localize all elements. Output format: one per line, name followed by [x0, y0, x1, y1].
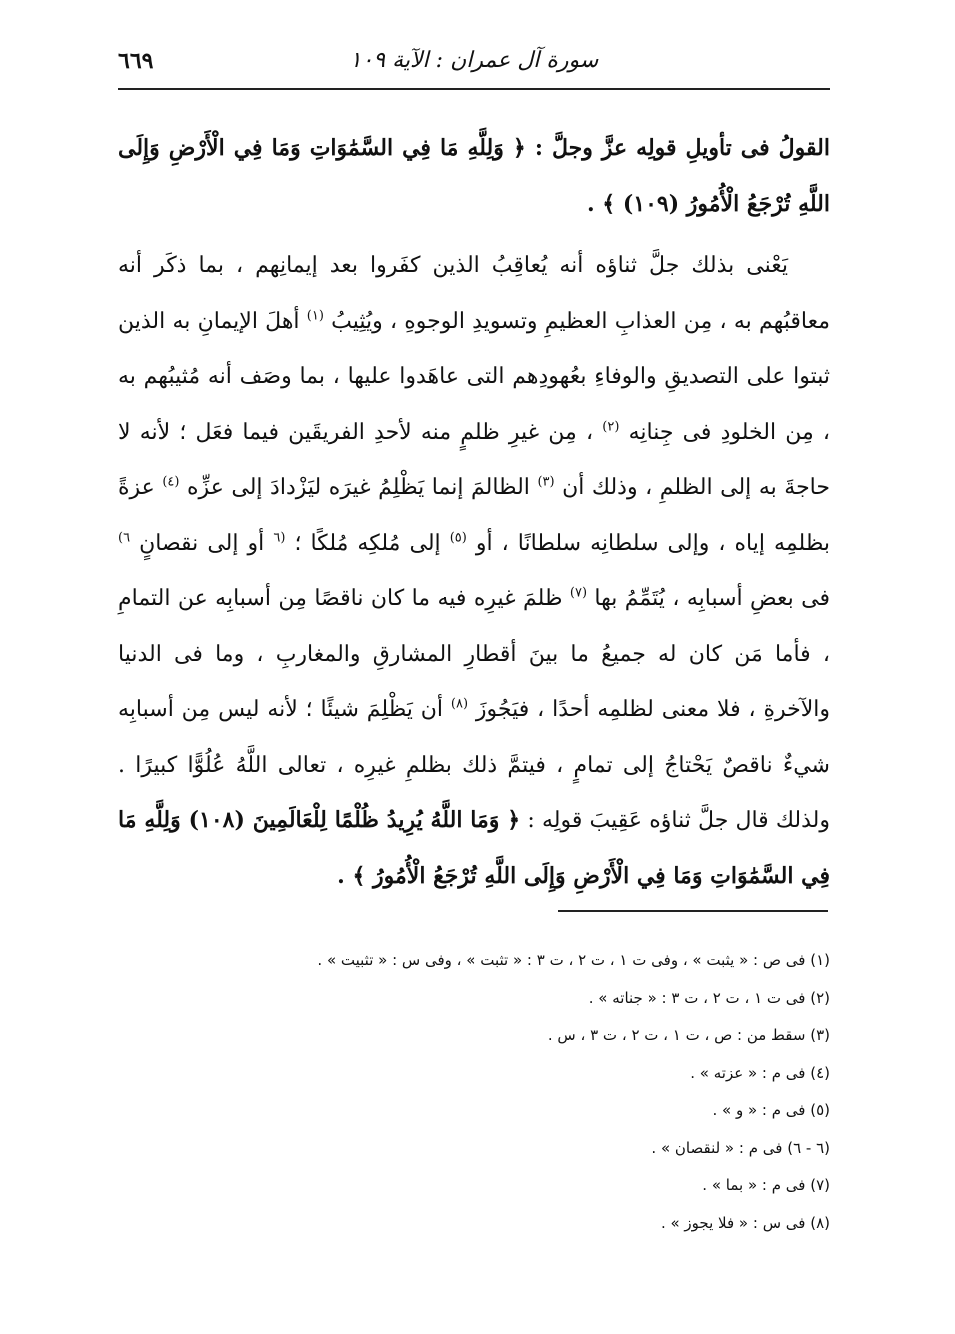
text-segment: ، مِن غيرِ ظلمٍ منه لأحدِ الفريقَين فيما فعَل ؛ لأنه لا حاجةَ به إلى الظلمِ ، وذلك أن — [118, 419, 830, 500]
footnote: (٣) سقط من : ص ، ت ١ ، ت ٢ ، ت ٣ ، س . — [547, 1026, 830, 1044]
running-title: سورة آل عمران : الآية ١٠٩ — [349, 48, 599, 73]
text-segment: الظالمَ إنما يَظْلِمُ غيرَه ليَزْدادَ إلى عزِّه — [187, 475, 530, 500]
page-number: ٦٦٩ — [118, 48, 154, 74]
footnote: (٢) فى ت ١ ، ت ٢ ، ت ٣ : « جناته » . — [588, 988, 830, 1007]
quran-verse: ﴿ وَمَا اللَّهُ يُرِيدُ ظُلْمًا لِلْعَالَمِينَ (١٠٨) وَلِلَّهِ مَا فِي السَّمَٰوَاتِ وَمَا فِي الْأَرْضِ وَإِلَى اللَّهِ تُرْجَعُ الْأُمُورُ ﴾ . — [118, 807, 830, 889]
text-segment: أهلَ الإيمانِ به الذين ثبتوا على التصديقِ والوفاءِ بعُهودِهم التى عاهَدوا عليها ، بما وصَف أنه مُثيبُهم به ، مِن الخلودِ فى جِنانِه — [118, 308, 831, 445]
text-segment: أو إلى نقصانٍ — [139, 530, 265, 556]
footnote: (٨) فى س : « فلا يجوز » . — [660, 1213, 830, 1232]
footnote-separator — [558, 910, 828, 912]
text-segment: يَعْنى بذلك جلَّ ثناؤه أنه يُعاقِبُ الذين كفَروا بعد إيمانِهم ، بما ذكَر أنه معاقبُهم به ، مِن العذابِ العظيمِ وتسويدِ الوجوهِ ، ويُثِيبُ — [118, 253, 830, 334]
footnote-ref: (٨) — [450, 696, 469, 712]
section-heading — [118, 120, 830, 232]
footnote: (٤) فى م : « عزته » . — [690, 1063, 830, 1082]
footnote-ref: (٥) — [449, 530, 467, 546]
footnote-ref: (٧) — [569, 585, 588, 601]
footnote-ref: (٣) — [537, 474, 555, 490]
heading-label: القولُ فى تأويلِ قولِه عزَّ وجلَّ : — [534, 135, 830, 161]
footnote-ref: (٢) — [602, 419, 620, 435]
footnote-ref: (١) — [306, 308, 324, 324]
quran-verse: ﴿ وَلِلَّهِ مَا فِي السَّمَٰوَاتِ وَمَا فِي الْأَرْضِ وَإِلَى اللَّهِ تُرْجَعُ الْأُمُورُ (١٠٩) ﴾ . — [118, 135, 830, 217]
footnotes-list — [118, 942, 830, 1242]
footnote: (١) فى ص : « يثبت » ، وفى ت ١ ، ت ٢ ، ت ٣ : « تثبت » ، وفى س : « تثبيت » . — [317, 951, 830, 969]
paragraph — [118, 238, 830, 904]
page-header — [118, 38, 830, 90]
text-segment: فى بعضِ أسبابِه ، يُتَمِّمُ بها — [594, 586, 830, 611]
text-segment: أن يَظْلِمَ شيئًا ؛ لأنه ليس مِن أسبابِه شيءٌ ناقصٌ يَحْتاجُ إلى تمامٍ ، فيتمَّ ذلك بظلمِ غيرِه ، تعالى اللَّهُ عُلُوًّا كبيرًا . ولذلك قال جلَّ ثناؤه عَقِيبَ قولِه : — [118, 697, 830, 833]
footnote: (٦ - ٦) فى م : « لنقصان » . — [651, 1138, 830, 1157]
text-segment: عزةً بظلمِه إياه ، وإلى سلطانِه سلطانًا ، أو — [118, 475, 830, 556]
footnote: (٧) فى م : « بما » . — [702, 1176, 830, 1194]
main-text — [118, 120, 830, 904]
text-segment: إلى مُلكِه مُلكًا ؛ — [294, 530, 441, 556]
footnote-ref: (٤) — [162, 474, 180, 490]
footnote-ref: ٦) — [118, 530, 131, 546]
text-segment: ظلمَ غيرِه فيه ما كان ناقصًا مِن أسبابِه عن التمامِ ، فأما مَن كان له جميعُ ما بينَ أقطارِ المشارقِ والمغاربِ ، وما فى الدنيا والآخرةِ ، فلا معنى لظلمِه أحدًا ، فيَجُوزَ — [118, 586, 831, 722]
footnote-ref: (٦ — [273, 530, 286, 546]
footnote: (٥) فى م : « و » . — [712, 1101, 830, 1119]
